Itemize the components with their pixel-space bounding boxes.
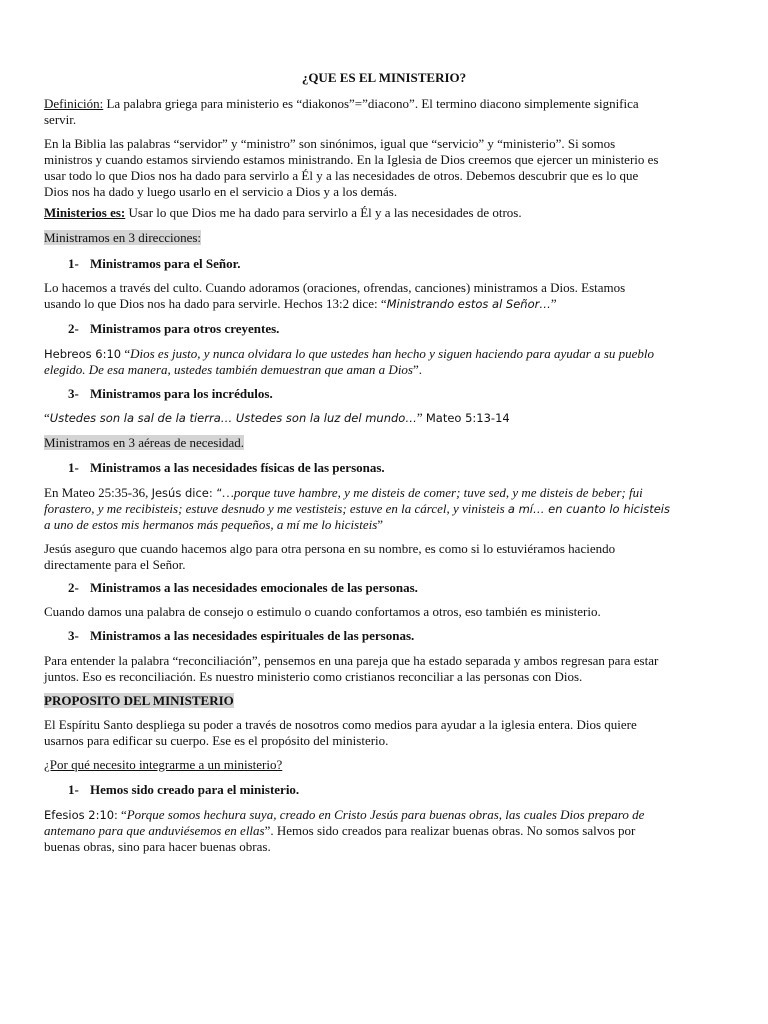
fisicas-paragraph-line-1: En Mateo 25:35-36, Jesús dice: “…porque tuve hambre, y me disteis de comer; tuve sed, y me disteis de beber; fui — [44, 485, 643, 500]
numbered-item-incredulos: 3- Ministramos para los incrédulos. — [68, 386, 273, 401]
proposito-paragraph-line-2: usarnos para edificar su cuerpo. Ese es el propósito del ministerio. — [44, 733, 389, 748]
bible-paragraph-line-4: Dios nos ha dado y luego usarlo en el servicio a Dios y a los demás. — [44, 184, 398, 199]
document-title: ¿QUE ES EL MINISTERIO? — [301, 70, 467, 85]
efesios-quote: Porque somos hechura suya, creado en Cristo Jesús para buenas obras, las cuales Dios preparo de — [126, 807, 645, 822]
section-heading-proposito: PROPOSITO DEL MINISTERIO — [44, 693, 234, 708]
ministerios-es-line: Ministerios es: Usar lo que Dios me ha dado para servirlo a Él y a las necesidades de otros. — [44, 205, 522, 220]
definition-line-1: Definición: La palabra griega para ministerio es “diakonos”=”diacono”. El termino diacono simplemente significa — [44, 96, 639, 111]
espirituales-paragraph-line-1: Para entender la palabra “reconciliación”, pensemos en una pareja que ha estado separada y ambos regresan para estar — [44, 653, 659, 668]
numbered-item-espirituales: 3- Ministramos a las necesidades espirituales de las personas. — [68, 628, 415, 643]
definition-label: Definición: — [44, 96, 104, 111]
fisicas-followup-line-1: Jesús aseguro que cuando hacemos algo para otra persona en su nombre, es como si lo estuviéramos haciendo — [44, 541, 616, 556]
creyentes-paragraph-line-1: Hebreos 6:10 “Dios es justo, y nunca olvidara lo que ustedes han hecho y siguen haciendo para ayudar a su pueblo — [44, 346, 655, 361]
section-heading-direcciones: Ministramos en 3 direcciones: — [44, 230, 202, 245]
numbered-item-fisicas: 1- Ministramos a las necesidades físicas de las personas. — [68, 460, 385, 475]
espirituales-paragraph-line-2: juntos. Eso es reconciliación. Es nuestro ministerio como cristianos reconciliar a las personas con Dios. — [44, 669, 583, 684]
incredulos-quote-line: “Ustedes son la sal de la tierra… Ustedes son la luz del mundo…” Mateo 5:13-14 — [44, 410, 510, 425]
creyentes-quote: Dios es justo, y nunca olvidara lo que ustedes han hecho y siguen haciendo para ayudar a su pueblo — [130, 346, 655, 361]
efesios-paragraph-line-1: Efesios 2:10: “Porque somos hechura suya, creado en Cristo Jesús para buenas obras, las cuales Dios preparo de — [44, 807, 645, 822]
efesios-paragraph-line-2: antemano para que anduviésemos en ellas”. Hemos sido creados para realizar buenas obras. No somos salvos por — [44, 823, 636, 838]
incredulos-quote: Ustedes son la sal de la tierra… Ustedes son la luz del mundo… — [49, 411, 417, 425]
senor-paragraph-line-1: Lo hacemos a través del culto. Cuando adoramos (oraciones, ofrendas, canciones) ministramos a Dios. Estamos — [44, 280, 626, 295]
numbered-item-creyentes: 2- Ministramos para otros creyentes. — [68, 321, 280, 336]
emocionales-paragraph: Cuando damos una palabra de consejo o estimulo o cuando confortamos a otros, eso también es ministerio. — [44, 604, 601, 619]
section-heading-necesidades: Ministramos en 3 aéreas de necesidad. — [44, 435, 244, 450]
efesios-paragraph-line-3: buenas obras, sino para hacer buenas obras. — [44, 839, 271, 854]
numbered-item-senor: 1- Ministramos para el Señor. — [68, 256, 241, 271]
fisicas-quote: …porque tuve hambre, y me disteis de comer; tuve sed, y me disteis de beber; fui — [222, 485, 643, 500]
fisicas-followup-line-2: directamente para el Señor. — [44, 557, 186, 572]
fisicas-paragraph-line-3: a uno de estos mis hermanos más pequeños, a mí me lo hicisteis” — [44, 517, 384, 532]
fisicas-paragraph-line-2: forastero, y me recibisteis; estuve desnudo y me vestisteis; estuve en la cárcel, y vinisteis a mí… en cuanto lo hicisteis — [44, 501, 670, 516]
bible-paragraph-line-2: ministros y cuando estamos sirviendo estamos ministrando. En la Iglesia de Dios creemos que ejercer un ministerio es — [44, 152, 659, 167]
numbered-item-emocionales: 2- Ministramos a las necesidades emocionales de las personas. — [68, 580, 418, 595]
proposito-paragraph-line-1: El Espíritu Santo despliega su poder a través de nosotros como medios para ayudar a la iglesia entera. Dios quiere — [44, 717, 637, 732]
numbered-item-creado: 1- Hemos sido creado para el ministerio. — [68, 782, 300, 797]
senor-paragraph-line-2: usando lo que Dios nos ha dado para servirle. Hechos 13:2 dice: “Ministrando estos al Señor…” — [44, 296, 557, 311]
bible-paragraph-line-1: En la Biblia las palabras “servidor” y “ministro” son sinónimos, igual que “servicio” y “ministerio”. Si somos — [44, 136, 616, 151]
senor-quote: Ministrando estos al Señor… — [386, 297, 551, 311]
creyentes-paragraph-line-2: elegido. De esa manera, ustedes también demuestran que aman a Dios”. — [44, 362, 423, 377]
definition-line-2: servir. — [44, 112, 77, 127]
bible-paragraph-line-3: usar todo lo que Dios nos ha dado para servirlo a Él y a las necesidades de otros. Debemos descubrir que es lo que — [44, 168, 639, 183]
ministerios-es-label: Ministerios es: — [44, 205, 126, 220]
question-heading: ¿Por qué necesito integrarme a un ministerio? — [44, 757, 283, 772]
